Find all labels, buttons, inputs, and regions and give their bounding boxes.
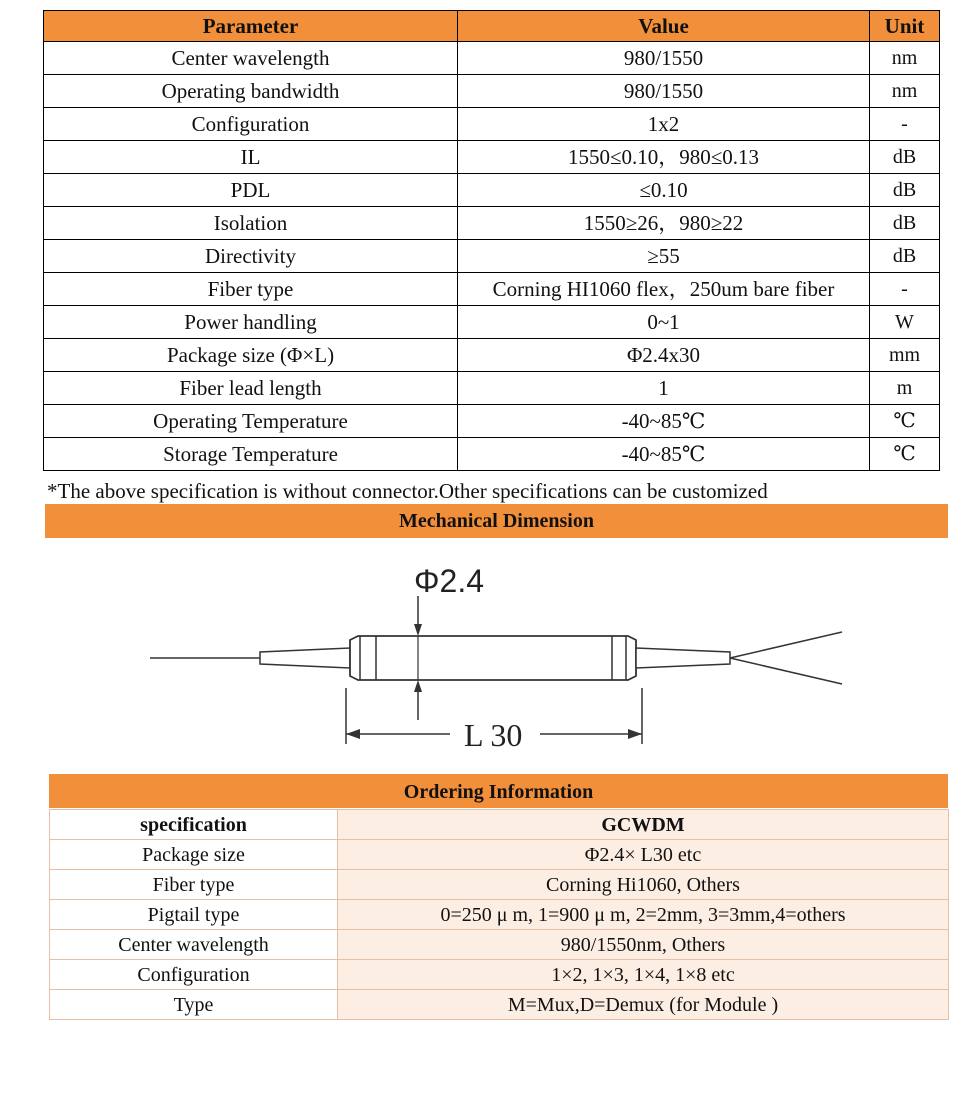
unit-cell: mm bbox=[870, 339, 940, 372]
ordering-value-cell: 0=250 μ m, 1=900 μ m, 2=2mm, 3=3mm,4=others bbox=[338, 900, 949, 930]
unit-cell: dB bbox=[870, 141, 940, 174]
table-row bbox=[44, 207, 940, 240]
unit-cell: m bbox=[870, 372, 940, 405]
parameter-cell: Isolation bbox=[44, 207, 458, 240]
parameter-cell: Directivity bbox=[44, 240, 458, 273]
value-header: Value bbox=[458, 11, 870, 42]
parameter-cell: Operating Temperature bbox=[44, 405, 458, 438]
tube-body bbox=[350, 636, 636, 680]
ordering-value-cell: Corning Hi1060, Others bbox=[338, 870, 949, 900]
value-cell: -40~85℃ bbox=[458, 405, 870, 438]
spec-footnote: *The above specification is without connector.Other specifications can be customized bbox=[47, 479, 768, 503]
table-row bbox=[44, 42, 940, 75]
value-cell: 980/1550 bbox=[458, 75, 870, 108]
value-cell: -40~85℃ bbox=[458, 438, 870, 471]
spec-header-row bbox=[44, 11, 940, 42]
ordering-table bbox=[49, 809, 949, 1020]
table-row bbox=[50, 930, 949, 960]
ordering-label-cell: Type bbox=[50, 990, 338, 1020]
arrow-left-icon bbox=[346, 729, 360, 739]
ordering-value-cell: 980/1550nm, Others bbox=[338, 930, 949, 960]
parameter-cell: Center wavelength bbox=[44, 42, 458, 75]
arrow-right-icon bbox=[628, 729, 642, 739]
arrow-up-icon bbox=[414, 680, 422, 692]
ordering-label-cell: Configuration bbox=[50, 960, 338, 990]
table-row bbox=[50, 990, 949, 1020]
value-cell: 1550≤0.10，980≤0.13 bbox=[458, 141, 870, 174]
unit-cell: ℃ bbox=[870, 405, 940, 438]
parameter-cell: Package size (Φ×L) bbox=[44, 339, 458, 372]
ordering-header-row bbox=[50, 810, 949, 840]
unit-cell: - bbox=[870, 273, 940, 306]
output-fiber-line bbox=[730, 632, 842, 658]
value-cell: 0~1 bbox=[458, 306, 870, 339]
table-row bbox=[44, 240, 940, 273]
ordering-value-cell: 1×2, 1×3, 1×4, 1×8 etc bbox=[338, 960, 949, 990]
parameter-cell: Power handling bbox=[44, 306, 458, 339]
value-cell: Φ2.4x30 bbox=[458, 339, 870, 372]
value-cell: Corning HI1060 flex，250um bare fiber bbox=[458, 273, 870, 306]
table-row bbox=[44, 339, 940, 372]
ordering-label-cell: Package size bbox=[50, 840, 338, 870]
unit-cell: dB bbox=[870, 240, 940, 273]
spec-table bbox=[43, 10, 940, 471]
unit-cell: nm bbox=[870, 42, 940, 75]
parameter-cell: Configuration bbox=[44, 108, 458, 141]
table-row bbox=[44, 141, 940, 174]
parameter-cell: PDL bbox=[44, 174, 458, 207]
ordering-information-title: Ordering Information bbox=[49, 774, 948, 808]
mechanical-dimension-title: Mechanical Dimension bbox=[45, 504, 948, 538]
mechanical-diagram bbox=[130, 548, 850, 758]
value-cell: ≤0.10 bbox=[458, 174, 870, 207]
table-row bbox=[44, 108, 940, 141]
arrow-down-icon bbox=[414, 624, 422, 636]
right-boot bbox=[636, 648, 730, 668]
unit-cell: dB bbox=[870, 207, 940, 240]
ordering-label-cell: Center wavelength bbox=[50, 930, 338, 960]
table-row bbox=[44, 372, 940, 405]
ordering-label-cell: specification bbox=[50, 810, 338, 840]
left-boot bbox=[260, 648, 350, 668]
unit-cell: nm bbox=[870, 75, 940, 108]
parameter-cell: Storage Temperature bbox=[44, 438, 458, 471]
unit-cell: W bbox=[870, 306, 940, 339]
parameter-header: Parameter bbox=[44, 11, 458, 42]
ordering-label-cell: Pigtail type bbox=[50, 900, 338, 930]
parameter-cell: Fiber type bbox=[44, 273, 458, 306]
table-row bbox=[44, 273, 940, 306]
ordering-value-cell: M=Mux,D=Demux (for Module ) bbox=[338, 990, 949, 1020]
unit-cell: ℃ bbox=[870, 438, 940, 471]
value-cell: 1 bbox=[458, 372, 870, 405]
table-row bbox=[44, 405, 940, 438]
value-cell: 1550≥26，980≥22 bbox=[458, 207, 870, 240]
value-cell: ≥55 bbox=[458, 240, 870, 273]
table-row bbox=[44, 174, 940, 207]
ordering-value-cell: Φ2.4× L30 etc bbox=[338, 840, 949, 870]
table-row bbox=[44, 438, 940, 471]
parameter-cell: Fiber lead length bbox=[44, 372, 458, 405]
parameter-cell: Operating bandwidth bbox=[44, 75, 458, 108]
parameter-cell: IL bbox=[44, 141, 458, 174]
unit-cell: - bbox=[870, 108, 940, 141]
value-cell: 980/1550 bbox=[458, 42, 870, 75]
table-row bbox=[50, 900, 949, 930]
diameter-label: Φ2.4 bbox=[414, 563, 485, 599]
value-cell: 1x2 bbox=[458, 108, 870, 141]
table-row bbox=[50, 840, 949, 870]
ordering-value-cell: GCWDM bbox=[338, 810, 949, 840]
table-row bbox=[50, 960, 949, 990]
table-row bbox=[50, 870, 949, 900]
length-label: L 30 bbox=[464, 717, 523, 753]
table-row bbox=[44, 306, 940, 339]
unit-cell: dB bbox=[870, 174, 940, 207]
table-row bbox=[44, 75, 940, 108]
unit-header: Unit bbox=[870, 11, 940, 42]
ordering-label-cell: Fiber type bbox=[50, 870, 338, 900]
output-fiber-line bbox=[730, 658, 842, 684]
